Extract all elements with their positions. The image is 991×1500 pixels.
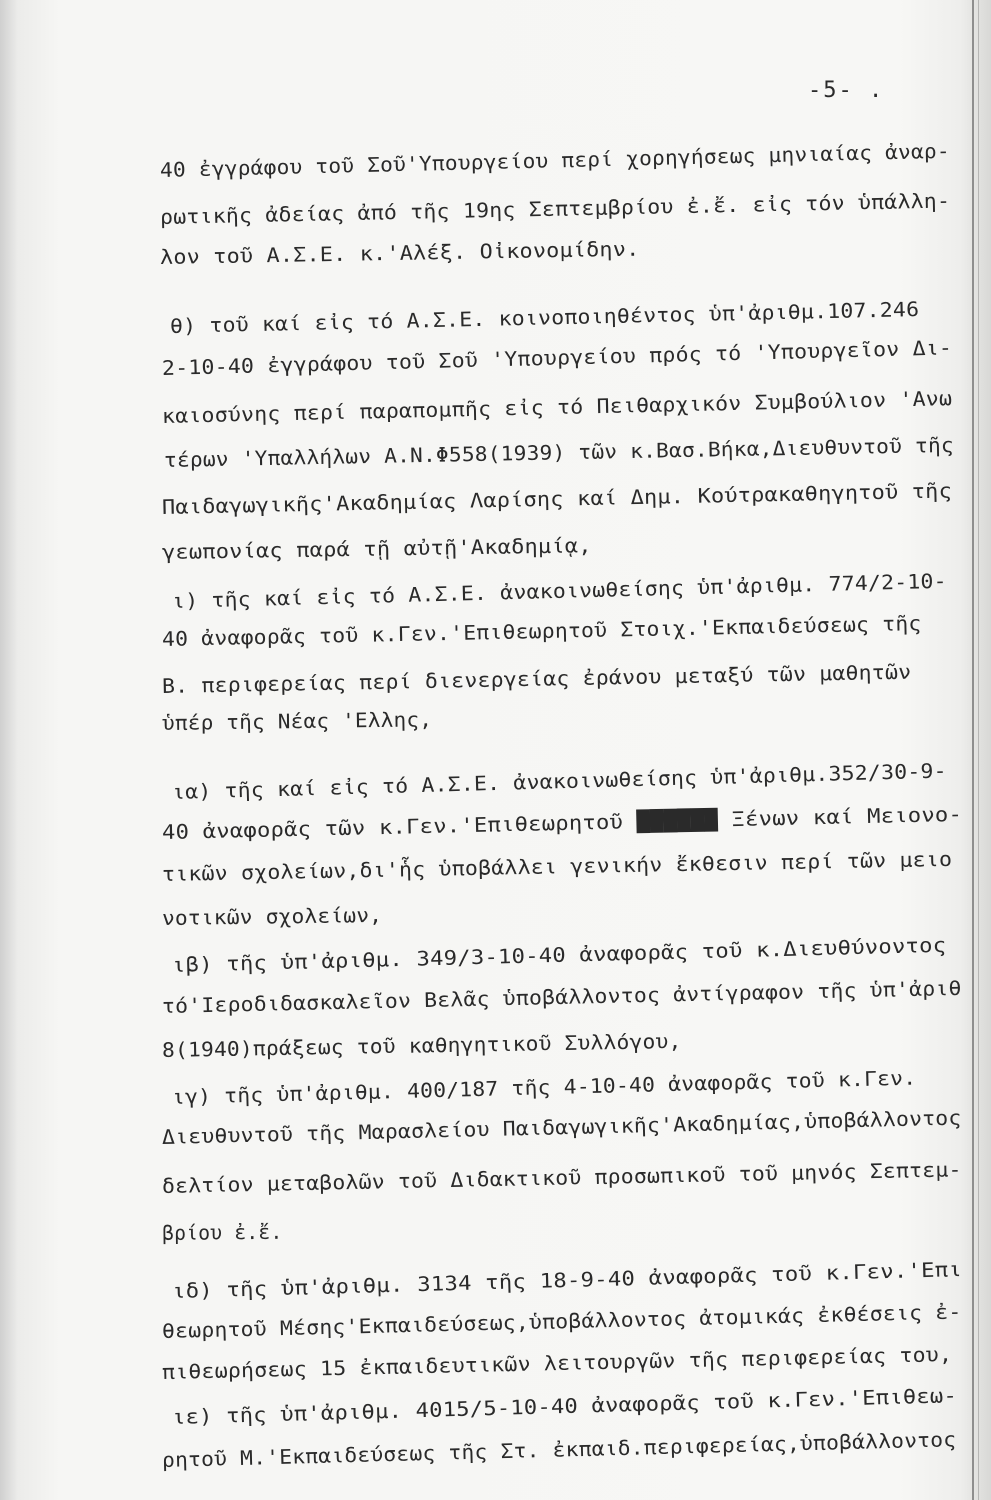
text-line: τό'Ιεροδιδασκαλεῖον Βελᾶς ὑποβάλλοντος ἀντίγραφον τῆς ὑπ'ἀριθ xyxy=(161,975,962,1018)
text-line: ιβ) τῆς ὑπ'ἀριθμ. 349/3-10-40 ἀναφορᾶς τοῦ κ.Διευθύνοντος xyxy=(171,932,947,977)
text-line: 8(1940)πράξεως τοῦ καθηγητικοῦ Συλλόγου, xyxy=(161,1028,682,1062)
text-line: ὑπέρ τῆς Νέας 'Ελλης, xyxy=(161,707,433,735)
text-line: θ) τοῦ καί εἰς τό Α.Σ.Ε. κοινοποιηθέντος ὑπ'ἀριθμ.107.246 xyxy=(169,297,920,338)
text-line: ιε) τῆς ὑπ'ἀριθμ. 4015/5-10-40 ἀναφορᾶς τοῦ κ.Γεν.'Επιθεω- xyxy=(171,1383,958,1429)
text-line: ι) τῆς καί εἰς τό Α.Σ.Ε. ἀνακοινωθείσης ὑπ'ἀριθμ. 774/2-10- xyxy=(171,568,948,613)
text-line: ιγ) τῆς ὑπ'ἀριθμ. 400/187 τῆς 4-10-40 ἀναφορᾶς τοῦ κ.Γεν. xyxy=(171,1065,917,1109)
binding-rule xyxy=(972,0,974,1500)
text-line: ρωτικῆς ἀδείας ἀπό τῆς 19ης Σεπτεμβρίου ἐ.ἔ. εἰς τόν ὑπάλλη- xyxy=(159,188,951,229)
text-line: ια) τῆς καί εἰς τό Α.Σ.Ε. ἀνακοινωθείσης ὑπ'ἀριθμ.352/30-9- xyxy=(171,758,947,804)
binding-rule-inner xyxy=(978,0,979,1500)
text-line: θεωρητοῦ Μέσης'Εκπαιδεύσεως,ὑποβάλλοντος ἀτομικάς ἐκθέσεις ἐ- xyxy=(161,1299,962,1343)
text-line: γεωπονίας παρά τῇ αὐτῇ'Ακαδημίᾳ, xyxy=(161,533,592,564)
text-line: καιοσύνης περί παραπομπῆς εἰς τό Πειθαρχικόν Συμβούλιον 'Ανω xyxy=(161,386,953,428)
text-line: ιδ) τῆς ὑπ'ἀριθμ. 3134 τῆς 18-9-40 ἀναφορᾶς τοῦ κ.Γεν.'Επι xyxy=(171,1256,963,1303)
text-line: Β. περιφερείας περί διενεργείας ἐράνου μεταξύ τῶν μαθητῶν xyxy=(161,659,912,698)
text-line: τικῶν σχολείων,δι'ἧς ὑποβάλλει γενικήν ἔκθεσιν περί τῶν μειο xyxy=(161,846,953,886)
page-number: -5- . xyxy=(808,78,885,103)
text-line: 40 ἐγγράφου τοῦ Σοῦ'Υπουργείου περί χορηγήσεως μηνιαίας ἀναρ- xyxy=(159,138,951,182)
text-line: Παιδαγωγικῆς'Ακαδημίας Λαρίσης καί Δημ. Κούτρακαθηγητοῦ τῆς xyxy=(161,478,953,519)
text-line: νοτικῶν σχολείων, xyxy=(161,902,383,930)
text-line: Διευθυντοῦ τῆς Μαρασλείου Παιδαγωγικῆς'Ακαδημίας,ὑποβάλλοντος xyxy=(161,1105,962,1149)
text-line: 2-10-40 ἐγγράφου τοῦ Σοῦ 'Υπουργείου πρός τό 'Υπουργεῖον Δι- xyxy=(161,335,953,380)
text-line: 40 ἀναφορᾶς τῶν κ.Γεν.'Επιθεωρητοῦ ██████ Ξένων καί Μειονο- xyxy=(161,801,963,844)
text-line: τέρων 'Υπαλλήλων Α.Ν.Φ558(1939) τῶν κ.Βασ.Βήκα,Διευθυντοῦ τῆς xyxy=(163,432,955,472)
text-line: δελτίον μεταβολῶν τοῦ Διδακτικοῦ προσωπικοῦ τοῦ μηνός Σεπτεμ- xyxy=(161,1157,962,1198)
text-line: λον τοῦ Α.Σ.Ε. κ.'Αλέξ. Οἰκονομίδην. xyxy=(159,236,640,269)
text-line: βρίου ἐ.ἔ. xyxy=(161,1219,283,1245)
text-line: 40 ἀναφορᾶς τοῦ κ.Γεν.'Επιθεωρητοῦ Στοιχ.'Εκπαιδεύσεως τῆς xyxy=(161,611,922,651)
text-line: πιθεωρήσεως 15 ἐκπαιδευτικῶν λειτουργῶν τῆς περιφερείας του, xyxy=(161,1342,953,1384)
text-line: ρητοῦ Μ.'Εκπαιδεύσεως τῆς Στ. ἐκπαιδ.περιφερείας,ὑποβάλλοντος xyxy=(161,1427,957,1472)
